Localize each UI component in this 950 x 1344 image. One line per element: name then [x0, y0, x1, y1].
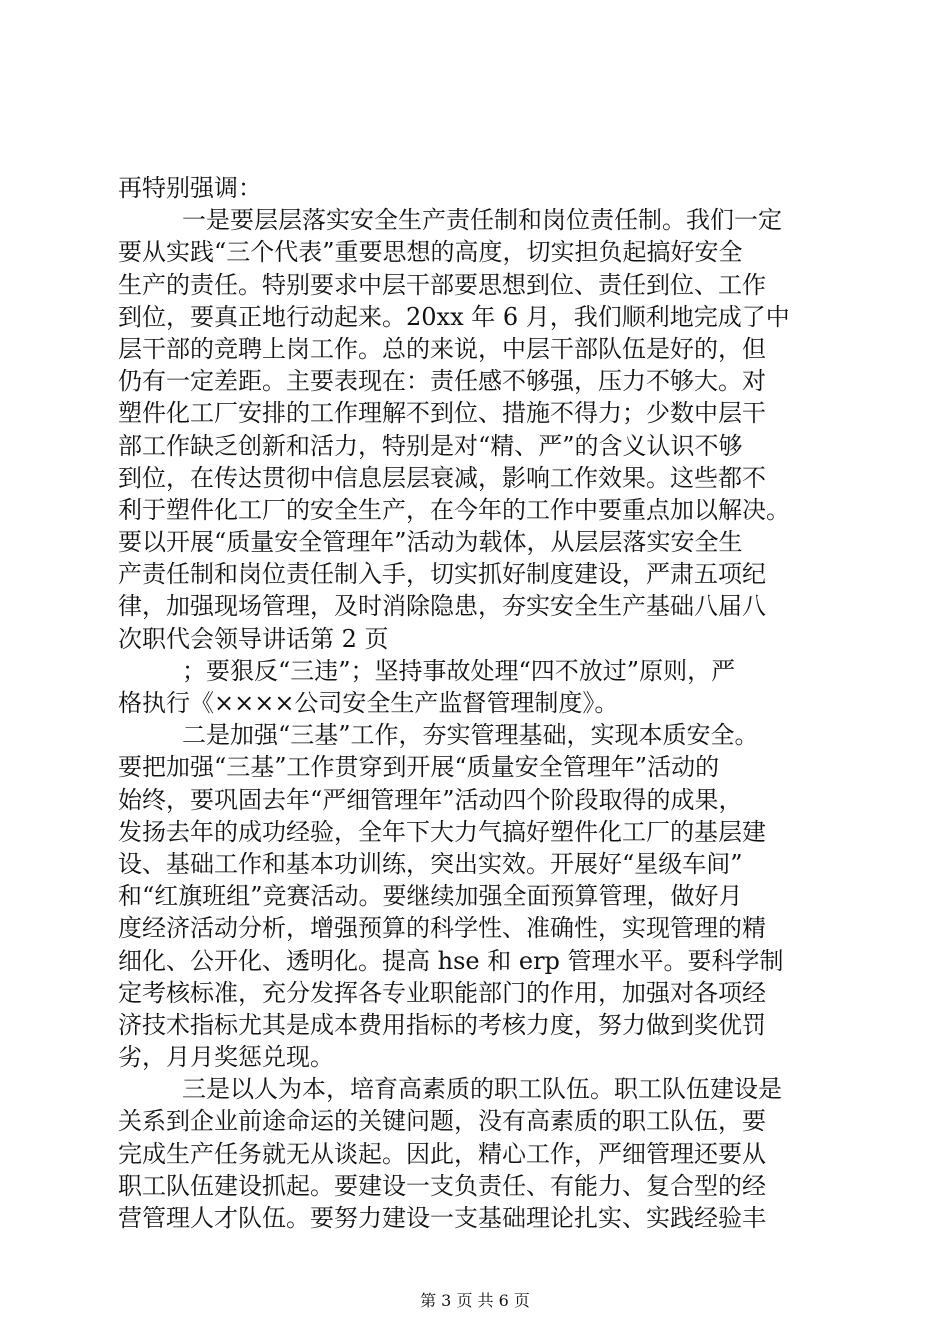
text-line: 格执行《××××公司安全生产监督管理制度》。	[118, 689, 619, 717]
text-line: 济技术指标尤其是成本费用指标的考核力度，努力做到奖优罚	[118, 1010, 766, 1039]
text-line: 部工作缺乏创新和活力，特别是对“精、严”的含义认识不够	[118, 431, 743, 460]
text-line: 和“红旗班组”竞赛活动。要继续加强全面预算管理，做好月	[118, 882, 743, 911]
text-line: 仍有一定差距。主要表现在：责任感不够强，压力不够大。对	[118, 367, 766, 396]
text-line: 要以开展“质量安全管理年”活动为载体，从层层落实安全生	[118, 528, 743, 557]
text-line: 营管理人才队伍。要努力建设一支基础理论扎实、实践经验丰	[118, 1204, 766, 1232]
page-number-footer: 第 3 页 共 6 页	[420, 1291, 530, 1310]
paragraph-start-line: 一是要层层落实安全生产责任制和岗位责任制。我们一定	[182, 206, 782, 235]
text-line: 细化、公开化、透明化。提高 hse 和 erp 管理水平。要科学制	[118, 946, 784, 975]
text-line: 塑件化工厂安排的工作理解不到位、措施不得力；少数中层干	[118, 399, 766, 428]
text-line: 劣，月月奖惩兑现。	[118, 1043, 334, 1072]
text-line: 设、基础工作和基本功训练，突出实效。开展好“星级车间”	[118, 849, 743, 878]
text-line: 关系到企业前途命运的关键问题，没有高素质的职工队伍，要	[118, 1107, 766, 1136]
document-body	[118, 172, 838, 1234]
text-line: 定考核标准，充分发挥各专业职能部门的作用，加强对各项经	[118, 978, 766, 1007]
paragraph-start-line: 三是以人为本，培育高素质的职工队伍。职工队伍建设是	[182, 1075, 782, 1104]
text-line: 要从实践“三个代表”重要思想的高度，切实担负起搞好安全	[118, 238, 743, 267]
text-line: 次职代会领导讲话第 2 页	[118, 624, 389, 653]
paragraph-start-line: 二是加强“三基”工作，夯实管理基础，实现本质安全。	[182, 721, 759, 750]
text-line: 利于塑件化工厂的安全生产，在今年的工作中要重点加以解决。	[118, 495, 790, 524]
text-line: 要把加强“三基”工作贯穿到开展“质量安全管理年”活动的	[118, 753, 720, 782]
text-line: 层干部的竞聘上岗工作。总的来说，中层干部队伍是好的，但	[118, 334, 766, 363]
paragraph-start-line: ；要狠反“三违”；坚持事故处理“四不放过”原则，严	[182, 656, 736, 685]
text-line: 到位，要真正地行动起来。20xx 年 6 月，我们顺利地完成了中	[118, 302, 790, 331]
text-line: 度经济活动分析，增强预算的科学性、准确性，实现管理的精	[118, 914, 766, 943]
text-line: 完成生产任务就无从谈起。因此，精心工作，严细管理还要从	[118, 1139, 766, 1168]
text-line: 生产的责任。特别要求中层干部要思想到位、责任到位、工作	[118, 270, 766, 299]
text-line: 律，加强现场管理，及时消除隐患，夯实安全生产基础八届八	[118, 592, 766, 621]
text-line: 到位，在传达贯彻中信息层层衰减，影响工作效果。这些都不	[118, 463, 766, 492]
text-line: 发扬去年的成功经验，全年下大力气搞好塑件化工厂的基层建	[118, 817, 766, 846]
text-line: 再特别强调：	[118, 174, 262, 202]
text-line: 始终，要巩固去年“严细管理年”活动四个阶段取得的成果，	[118, 785, 743, 814]
text-line: 产责任制和岗位责任制入手，切实抓好制度建设，严肃五项纪	[118, 560, 766, 589]
text-line: 职工队伍建设抓起。要建设一支负责任、有能力、复合型的经	[118, 1171, 766, 1200]
